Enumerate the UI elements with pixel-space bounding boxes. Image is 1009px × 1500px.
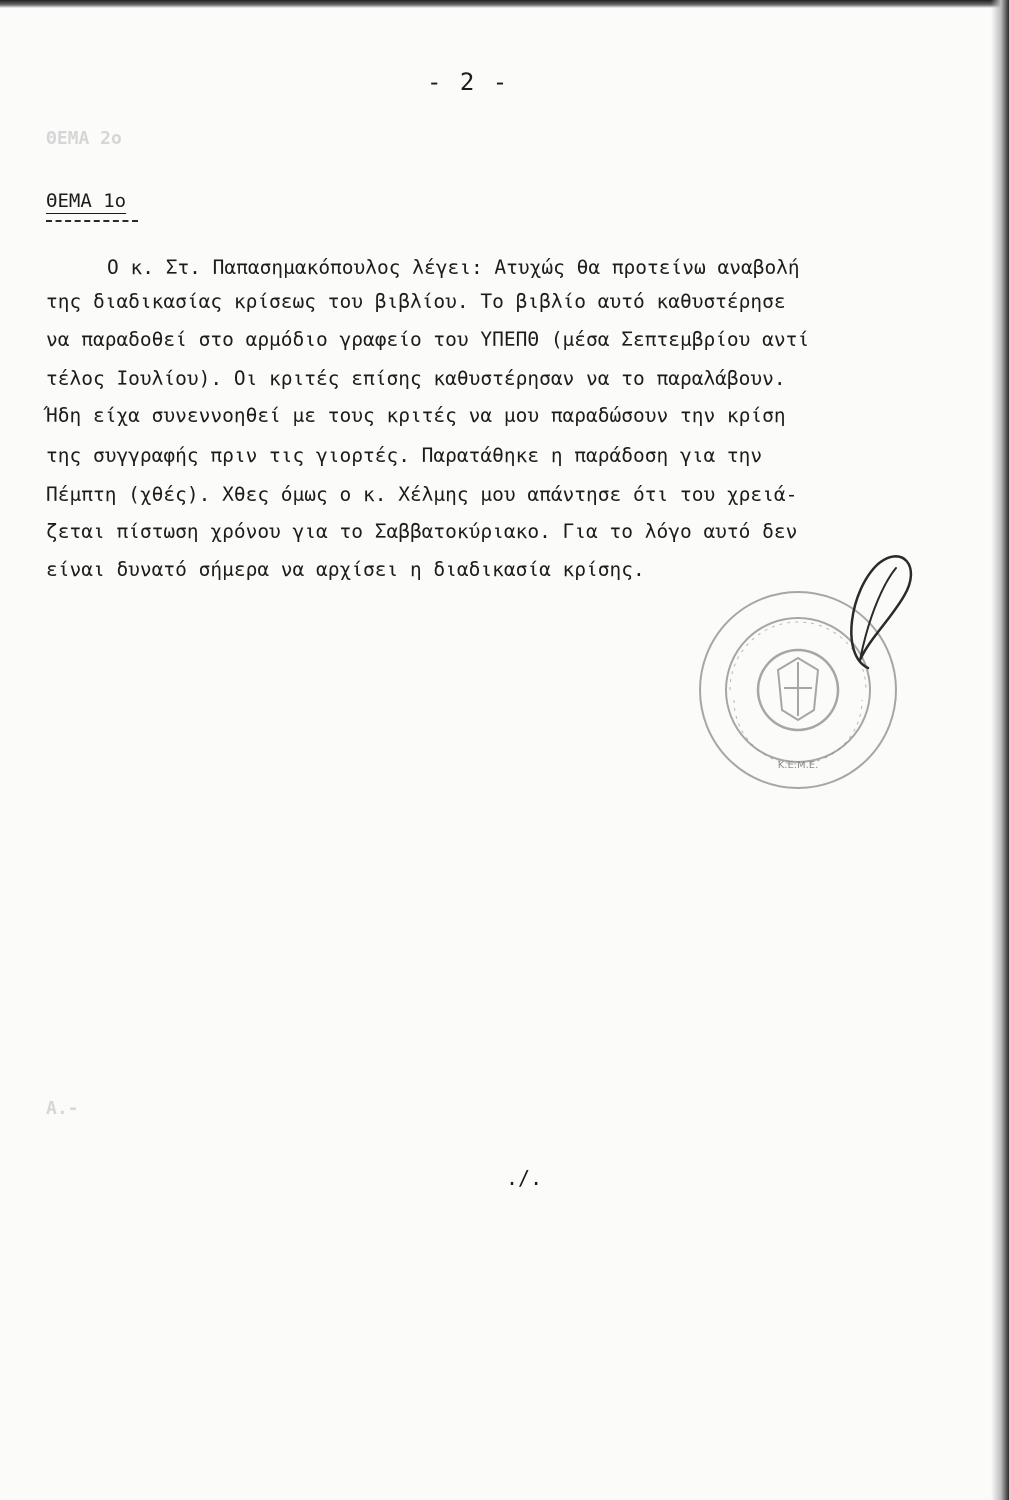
- scan-edge-top: [0, 0, 1009, 8]
- paragraph-line: ζεται πίστωση χρόνου για το Σαββατοκύριακο. Για το λόγο αυτό δεν: [46, 520, 798, 543]
- paragraph-line: Πέμπτη (χθές). Χθες όμως ο κ. Χέλμης μου απάντησε ότι του χρειά-: [46, 483, 798, 506]
- svg-text:Κ.Ε.Μ.Ε.: Κ.Ε.Μ.Ε.: [777, 760, 819, 771]
- paragraph-line: της διαδικασίας κρίσεως του βιβλίου. Το βιβλίο αυτό καθυστέρησε: [46, 290, 786, 313]
- paragraph-line: της συγγραφής πριν τις γιορτές. Παρατάθηκε η παράδοση για την: [46, 444, 763, 467]
- paragraph-line: τέλος Ιουλίου). Οι κριτές επίσης καθυστέρησαν να το παραλάβουν.: [46, 367, 786, 390]
- official-stamp: [690, 550, 940, 810]
- document-page: ΘΕΜΑ 2ο Α.- - 2 - ΘΕΜΑ 1ο Ο κ. Στ. Παπασημακόπουλος λέγει: Ατυχώς θα προτείνω αναβολή της διαδικασίας κρίσεως του βιβλίου. Το βιβλίο αυτό καθυστέρησε να παραδοθεί στο αρμόδιο γραφείο του ΥΠΕΠΘ (μέσα Σεπτεμβρίου αντί τέλος Ιουλίου). Οι κριτές επίσης καθυστέρησαν να το παραλάβουν. Ήδη είχα συνεννοηθεί με τους κριτές να μου παραδώσουν την κρίση της συγγραφής πριν τις γιορτές. Παρατάθηκε η παράδοση για την Πέμπτη (χθές). Χθες όμως ο κ. Χέλμης μου απάντησε ότι του χρειά- ζεται πίστωση χρόνου για το Σαββατοκύριακο. Για το λόγο αυτό δεν είναι δυνατό σήμερα να αρχίσει η διαδικασία κρίσης. Κ.Ε.Μ.Ε. ./.: [0, 0, 1009, 1500]
- heading-underline: [46, 220, 138, 222]
- paragraph-line: να παραδοθεί στο αρμόδιο γραφείο του ΥΠΕΠΘ (μέσα Σεπτεμβρίου αντί: [46, 328, 810, 351]
- paragraph-line: είναι δυνατό σήμερα να αρχίσει η διαδικασία κρίσης.: [46, 558, 645, 581]
- scan-edge-right: [991, 0, 1009, 1500]
- continuation-mark: ./.: [506, 1166, 543, 1190]
- paragraph-line: Ο κ. Στ. Παπασημακόπουλος λέγει: Ατυχώς θα προτείνω αναβολή: [107, 256, 800, 279]
- topic-heading: ΘΕΜΑ 1ο: [46, 190, 127, 212]
- page-number: - 2 -: [427, 68, 510, 96]
- paragraph-line: Ήδη είχα συνεννοηθεί με τους κριτές να μου παραδώσουν την κρίση: [46, 404, 786, 427]
